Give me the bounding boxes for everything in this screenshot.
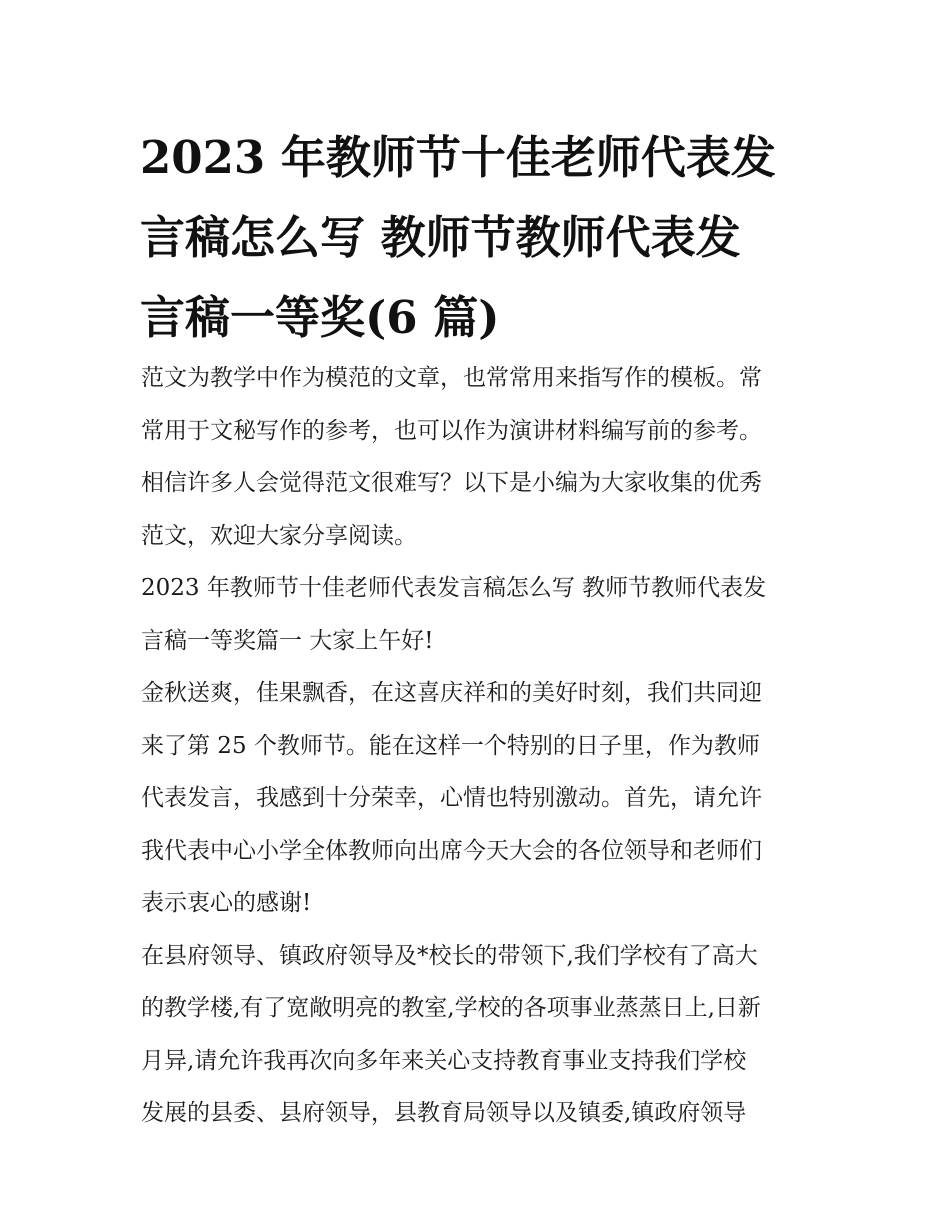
body-line: 发展的县委、县府领导，县教育局领导以及镇委,镇政府领导: [141, 1100, 747, 1126]
body-line: 来了第 25 个教师节。能在这样一个特别的日子里，作为教师: [141, 732, 760, 759]
body-line: 言稿一等奖篇一 大家上午好!: [141, 627, 434, 654]
document-title: [140, 118, 810, 358]
document-body: [141, 352, 811, 1140]
body-line: 范文为教学中作为模范的文章，也常常用来指写作的模板。常: [141, 365, 762, 391]
body-line: 金秋送爽，佳果飘香，在这喜庆祥和的美好时刻，我们共同迎: [141, 680, 762, 706]
body-line: 代表发言，我感到十分荣幸，心情也特别激动。首先，请允许: [141, 785, 762, 811]
body-line: 的教学楼,有了宽敞明亮的教室,学校的各项事业蒸蒸日上,日新: [141, 995, 761, 1021]
body-line: 月异,请允许我再次向多年来关心支持教育事业支持我们学校: [141, 1047, 747, 1074]
body-line: 我代表中心小学全体教师向出席今天大会的各位领导和老师们: [141, 837, 762, 864]
body-line: 范文，欢迎大家分享阅读。: [141, 522, 417, 549]
title-line: 言稿怎么写 教师节教师代表发: [140, 211, 741, 264]
body-line: 在县府领导、镇政府领导及*校长的带领下,我们学校有了高大: [141, 942, 758, 969]
title-line: 言稿一等奖(6 篇): [140, 291, 500, 344]
body-line: 2023 年教师节十佳老师代表发言稿怎么写 教师节教师代表发: [141, 575, 767, 601]
body-line: 相信许多人会觉得范文很难写？以下是小编为大家收集的优秀: [141, 470, 762, 496]
body-line: 常用于文秘写作的参考，也可以作为演讲材料编写前的参考。: [141, 417, 762, 444]
title-line: 2023 年教师节十佳老师代表发: [140, 131, 776, 184]
body-line: 表示衷心的感谢!: [141, 890, 312, 916]
